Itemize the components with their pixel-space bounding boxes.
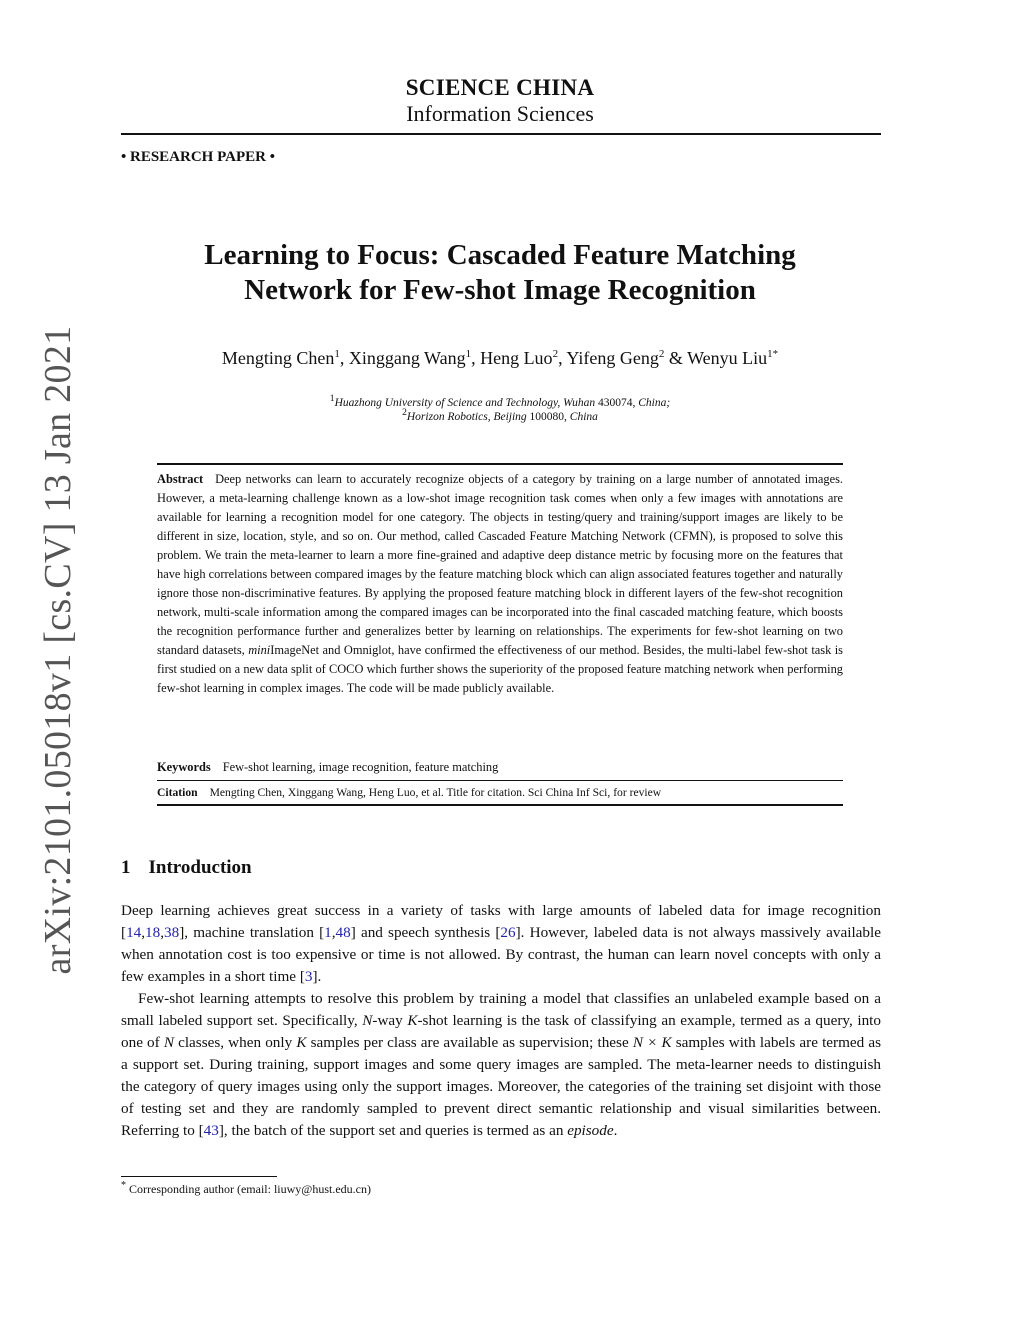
author: Xinggang Wang [348,348,466,368]
section-number: 1 [121,857,131,878]
keywords-rule [157,780,843,781]
citation-text: Mengting Chen, Xinggang Wang, Heng Luo, et al. Title for citation. Sci China Inf Sci, for review [209,786,662,799]
author-list [100,348,900,369]
author-sep: , [558,348,567,368]
author-sep: & [664,348,688,368]
text: classes, when only [173,1034,297,1051]
citation-link[interactable]: 26 [500,924,516,941]
text: ]. [312,968,322,985]
author-sup: 1* [767,348,779,360]
text: , [331,924,336,941]
citation-link[interactable]: 14 [126,924,142,941]
citation-link[interactable]: 18 [145,924,161,941]
math-var: N × K [632,1034,672,1051]
affil-country: China [569,410,598,423]
affil-sup: 1 [329,393,335,404]
abstract [157,470,843,698]
footnote [121,1180,371,1197]
title-line-1: Learning to Focus: Cascaded Feature Matching [204,239,796,271]
abstract-label: Abstract [157,472,204,486]
footnote-text: Corresponding author (email: liuwy@hust.edu.cn) [129,1182,372,1196]
section-title: Introduction [148,857,252,878]
math-var: N [362,1012,373,1029]
affil-code: 430074, [595,396,639,409]
text: ], machine translation [ [179,924,325,941]
arxiv-stamp: arXiv:2101.05018v1 [cs.CV] 13 Jan 2021 [37,325,79,975]
text: . [613,1122,618,1139]
citation-link[interactable]: 48 [335,924,351,941]
author-sep: , [471,348,481,368]
text: Deep learning achieves great success in a variety of tasks with large amounts of labeled data for image recognition [ [121,902,881,941]
text: ] and speech synthesis [ [350,924,501,941]
journal-subtitle: Information Sciences [406,101,594,126]
keywords-label: Keywords [157,760,211,774]
text: samples per class are available as supervision; these [306,1034,633,1051]
abstract-bottom-rule [157,804,843,806]
section-heading [121,857,270,879]
author: Heng Luo [480,348,553,368]
author-sup: 2 [552,348,559,360]
math-var: K [407,1012,418,1029]
author-sup: 2 [658,348,665,360]
text: -shot learning is the task of classifying an example, termed as a query, into one of [121,1012,881,1051]
text: , [160,924,165,941]
citation-link[interactable]: 38 [164,924,180,941]
footnote-rule [121,1176,277,1177]
abstract-text: ImageNet and Omniglot, have confirmed the effectiveness of our method. Besides, the multi-label few-shot task is first studied on a new data split of COCO which further shows the superiority of the proposed feature matching network when performing few-shot learning in complex images. The code will be made publicly available. [157,643,843,695]
author-sep: , [339,348,349,368]
math-var: N [163,1034,174,1051]
abstract-text: Deep networks can learn to accurately recognize objects of a category by training on a large number of annotated images. However, a meta-learning challenge known as a low-shot image recognition task comes when only a few images with annotations are available for learning a recognition model for one category. The objects in testing/query and training/support images are likely to be different in size, location, style, and so on. Our method, called Cascaded Feature Matching Network (CFMN), is proposed to solve this problem. We train the meta-learner to learn a more fine-grained and adaptive deep distance metric by focusing more on the features that have high correlations between compared images by the feature matching block which can align associated features together and naturally ignore those non-discriminative features. By applying the proposed feature matching block in different layers of the few-shot recognition network, multi-scale information among the compared images can be incorporated into the final cascaded matching feature, which boosts the recognition performance further and generalizes better by learning on relationships. The experiments for few-shot learning on two standard datasets, [157,472,843,657]
paper-type: • RESEARCH PAPER • [121,149,275,165]
keywords-text: Few-shot learning, image recognition, feature matching [222,760,499,774]
paragraph-1 [121,900,881,988]
journal-name: SCIENCE CHINA [405,75,595,100]
citation-link[interactable]: 1 [324,924,332,941]
citation [157,786,843,799]
author-sup: 1 [334,348,340,360]
paper-title [100,238,900,308]
abstract-italic: mini [248,643,271,657]
text: ], the batch of the support set and queries is termed as an [218,1122,568,1139]
text: ]. However, labeled data is not always massively available when annotation cost is too expensive or time is not allowed. By contrast, the human can learn novel concepts with only a few examples in a short time [ [121,924,881,985]
footnote-mark: * [121,1180,126,1191]
text: Few-shot learning attempts to resolve this problem by training a model that classifies an unlabeled example based on a small labeled support set. Specifically, [121,990,881,1029]
header-rule [121,133,881,135]
affil-inst: Horizon Robotics, Beijing [406,410,527,423]
keywords [157,760,843,775]
affil-code: 100080, [526,410,570,423]
paragraph-2 [121,988,881,1142]
affiliation-2 [100,407,900,423]
text: , [141,924,146,941]
italic-term: episode [567,1122,614,1139]
author: Wenyu Liu [687,348,768,368]
citation-link[interactable]: 3 [304,968,313,985]
abstract-top-rule [157,463,843,465]
author-sup: 1 [465,348,472,360]
math-var: K [296,1034,307,1051]
affil-country: China; [638,396,671,409]
author: Yifeng Geng [566,348,659,368]
author: Mengting Chen [221,348,335,368]
citation-link[interactable]: 43 [203,1122,219,1139]
affil-sup: 2 [402,407,407,418]
affil-inst: Huazhong University of Science and Technology, Wuhan [334,396,596,409]
text: -way [372,1012,408,1029]
text: samples with labels are termed as a support set. During training, support images and some query images are sampled. The meta-learner needs to distinguish the category of query images using only the support images. Moreover, the categories of the training set disjoint with those of testing set and they are randomly sampled to prevent direct semantic relationship and visual similarities between. Referring to [ [121,1034,881,1139]
title-line-2: Network for Few-shot Image Recognition [244,274,756,306]
citation-label: Citation [157,786,198,799]
